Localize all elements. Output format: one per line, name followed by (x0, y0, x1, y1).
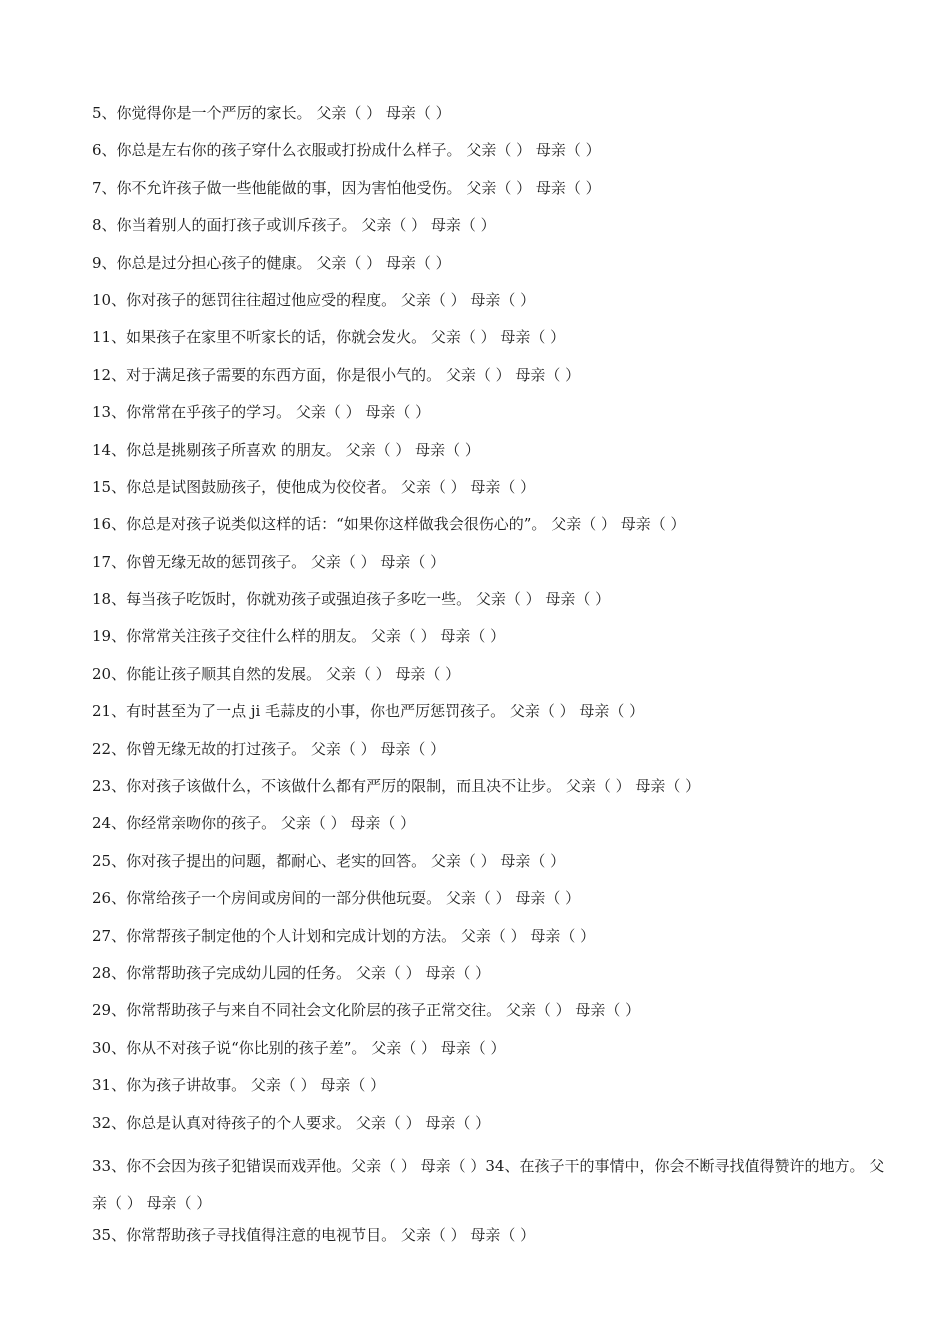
question-item: 24、你经常亲吻你的孩子。 父亲（ ） 母亲（ ） (92, 814, 416, 833)
question-item: 28、你常帮助孩子完成幼儿园的任务。 父亲（ ） 母亲（ ） (92, 963, 491, 982)
question-item: 11、如果孩子在家里不听家长的话，你就会发火。 父亲（ ） 母亲（ ） (92, 328, 566, 347)
question-item: 9、你总是过分担心孩子的健康。 父亲（ ） 母亲（ ） (92, 253, 451, 272)
question-item: 26、你常给孩子一个房间或房间的一部分供他玩耍。 父亲（ ） 母亲（ ） (92, 889, 581, 908)
question-item: 30、你从不对孩子说“你比别的孩子差”。 父亲（ ） 母亲（ ） (92, 1038, 506, 1057)
question-item: 23、你对孩子该做什么，不该做什么都有严厉的限制，而且决不让步。 父亲（ ） 母亲（ ） (92, 777, 701, 796)
question-item: 14、你总是挑剔孩子所喜欢 的朋友。 父亲（ ） 母亲（ ） (92, 440, 480, 459)
question-item: 6、你总是左右你的孩子穿什么衣服或打扮成什么样子。 父亲（ ） 母亲（ ） (92, 141, 601, 160)
question-item: 16、你总是对孩子说类似这样的话：“如果你这样做我会很伤心的”。 父亲（ ） 母亲（ ） (92, 515, 686, 534)
question-item: 32、你总是认真对待孩子的个人要求。 父亲（ ） 母亲（ ） (92, 1113, 491, 1132)
question-item: 12、对于满足孩子需要的东西方面，你是很小气的。 父亲（ ） 母亲（ ） (92, 365, 581, 384)
question-item: 31、你为孩子讲故事。 父亲（ ） 母亲（ ） (92, 1076, 386, 1095)
question-item: 27、你常帮孩子制定他的个人计划和完成计划的方法。 父亲（ ） 母亲（ ） (92, 926, 596, 945)
question-item: 8、你当着别人的面打孩子或训斥孩子。 父亲（ ） 母亲（ ） (92, 216, 496, 235)
question-item: 21、有时甚至为了一点 ji 毛蒜皮的小事，你也严厉惩罚孩子。 父亲（ ） 母亲（ ） (92, 702, 645, 721)
question-item: 19、你常常关注孩子交往什么样的朋友。 父亲（ ） 母亲（ ） (92, 627, 506, 646)
question-item: 13、你常常在乎孩子的学习。 父亲（ ） 母亲（ ） (92, 403, 431, 422)
question-item: 18、每当孩子吃饭时，你就劝孩子或强迫孩子多吃一些。 父亲（ ） 母亲（ ） (92, 590, 611, 609)
question-item: 15、你总是试图鼓励孩子，使他成为佼佼者。 父亲（ ） 母亲（ ） (92, 477, 536, 496)
question-item: 25、你对孩子提出的问题，都耐心、老实的回答。 父亲（ ） 母亲（ ） (92, 851, 566, 870)
question-list (92, 101, 892, 1260)
question-item: 35、你常帮助孩子寻找值得注意的电视节目。 父亲（ ） 母亲（ ） (92, 1225, 536, 1244)
question-item: 5、你觉得你是一个严厉的家长。 父亲（ ） 母亲（ ） (92, 104, 451, 122)
question-item: 20、你能让孩子顺其自然的发展。 父亲（ ） 母亲（ ） (92, 664, 461, 683)
question-item: 33、你不会因为孩子犯错误而戏弄他。父亲（ ） 母亲（ ）34、在孩子干的事情中，你会不断寻找值得赞许的地方。 父亲（ ） 母亲（ ） (92, 1156, 885, 1213)
question-item: 7、你不允许孩子做一些他能做的事，因为害怕他受伤。 父亲（ ） 母亲（ ） (92, 178, 601, 197)
question-item: 22、你曾无缘无故的打过孩子。 父亲（ ） 母亲（ ） (92, 739, 446, 758)
question-item: 10、你对孩子的惩罚往往超过他应受的程度。 父亲（ ） 母亲（ ） (92, 290, 536, 309)
question-item: 17、你曾无缘无故的惩罚孩子。 父亲（ ） 母亲（ ） (92, 552, 446, 571)
question-item: 29、你常帮助孩子与来自不同社会文化阶层的孩子正常交往。 父亲（ ） 母亲（ ） (92, 1001, 641, 1020)
